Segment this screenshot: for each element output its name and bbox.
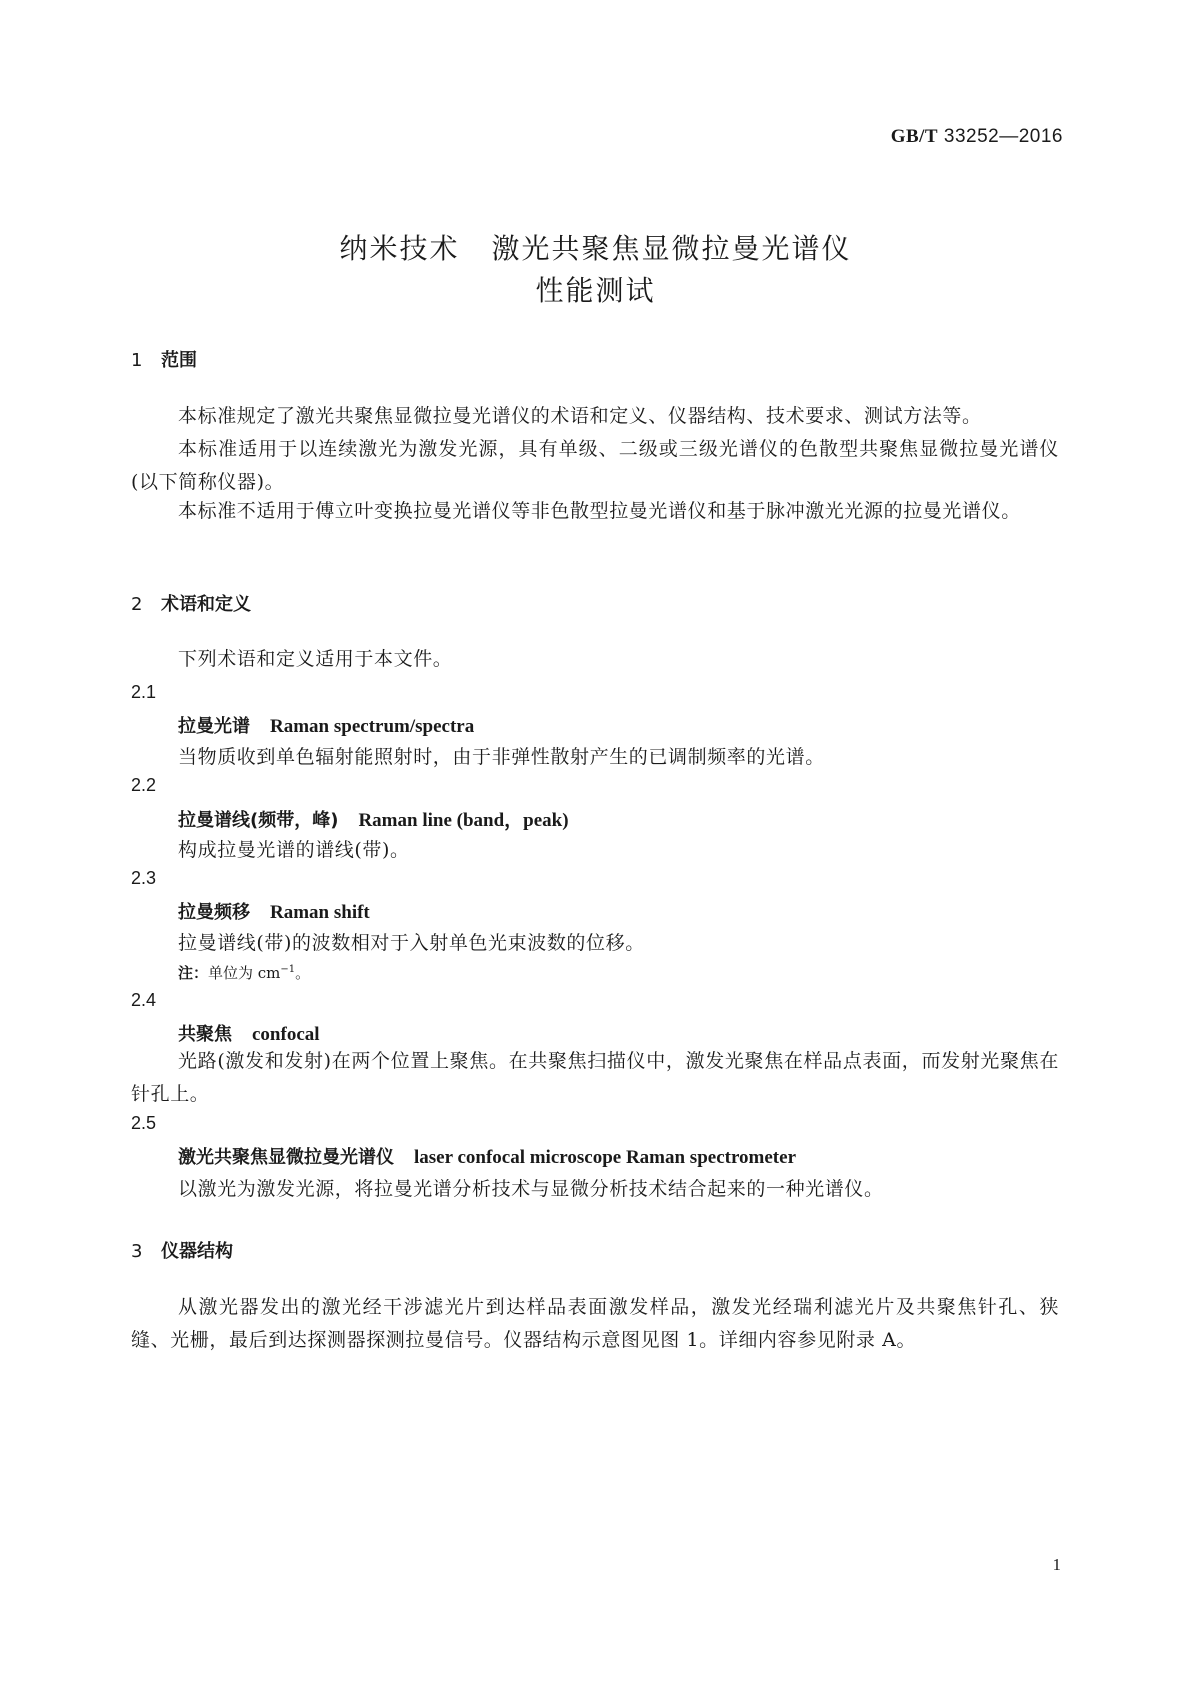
term-en: Raman spectrum/spectra bbox=[270, 716, 475, 737]
term-en: laser confocal microscope Raman spectrometer bbox=[414, 1147, 797, 1168]
clause-number: 2.1 bbox=[131, 682, 157, 702]
term-heading bbox=[178, 1020, 320, 1046]
section-2-title: 术语和定义 bbox=[161, 594, 251, 615]
standard-code bbox=[891, 126, 1063, 148]
term-zh: 拉曼谱线(频带，峰) bbox=[178, 810, 339, 831]
term-zh: 激光共聚焦显微拉曼光谱仪 bbox=[178, 1147, 394, 1168]
term-note bbox=[178, 962, 310, 983]
section-2-intro: 下列术语和定义适用于本文件。 bbox=[178, 648, 453, 670]
term-zh: 拉曼光谱 bbox=[178, 716, 250, 737]
term-heading bbox=[178, 1143, 796, 1169]
page-number: 1 bbox=[1052, 1555, 1061, 1574]
term-definition: 拉曼谱线(带)的波数相对于入射单色光束波数的位移。 bbox=[178, 932, 645, 954]
section-1-number: 1 bbox=[131, 350, 143, 371]
section-1-heading bbox=[131, 346, 197, 372]
note-label: 注： bbox=[178, 964, 209, 982]
clause-number: 2.4 bbox=[131, 990, 157, 1010]
section-1-title: 范围 bbox=[161, 350, 197, 371]
term-en: Raman line (band，peak) bbox=[358, 810, 569, 831]
clause-number: 2.3 bbox=[131, 868, 157, 888]
term-zh: 共聚焦 bbox=[178, 1024, 232, 1045]
section-2-number: 2 bbox=[131, 594, 143, 615]
term-heading bbox=[178, 712, 474, 738]
clause-number: 2.2 bbox=[131, 775, 157, 795]
section-1-paragraph-1: 本标准规定了激光共聚焦显微拉曼光谱仪的术语和定义、仪器结构、技术要求、测试方法等。 bbox=[178, 405, 982, 427]
note-superscript: −1 bbox=[280, 964, 296, 975]
section-1-paragraph-2: 本标准适用于以连续激光为激发光源，具有单级、二级或三级光谱仪的色散型共聚焦显微拉曼光谱仪(以下简称仪器)。 bbox=[131, 438, 1059, 493]
term-definition: 光路(激发和发射)在两个位置上聚焦。在共聚焦扫描仪中，激发光聚焦在样品点表面，而发射光聚焦在针孔上。 bbox=[131, 1050, 1059, 1105]
term-definition: 构成拉曼光谱的谱线(带)。 bbox=[178, 839, 410, 861]
section-3-heading bbox=[131, 1237, 233, 1263]
term-en: confocal bbox=[252, 1024, 320, 1045]
title-line-2: 性能测试 bbox=[535, 274, 656, 307]
title-part-1: 纳米技术 bbox=[339, 232, 460, 265]
term-zh: 拉曼频移 bbox=[178, 902, 250, 923]
section-2-heading bbox=[131, 590, 251, 616]
document-title bbox=[0, 228, 1191, 312]
standard-number: 33252—2016 bbox=[943, 126, 1063, 147]
term-definition: 以激光为激发光源，将拉曼光谱分析技术与显微分析技术结合起来的一种光谱仪。 bbox=[178, 1178, 884, 1200]
section-3-title: 仪器结构 bbox=[161, 1241, 233, 1262]
section-3-paragraph: 从激光器发出的激光经干涉滤光片到达样品表面激发样品，激发光经瑞利滤光片及共聚焦针孔、狭缝、光栅，最后到达探测器探测拉曼信号。仪器结构示意图见图 1。详细内容参见附录 A。 bbox=[131, 1296, 1059, 1351]
term-definition: 当物质收到单色辐射能照射时，由于非弹性散射产生的已调制频率的光谱。 bbox=[178, 746, 825, 768]
term-heading bbox=[178, 805, 569, 832]
term-heading bbox=[178, 898, 370, 924]
standard-prefix: GB/T bbox=[890, 126, 939, 147]
note-text: 单位为 cm bbox=[208, 964, 281, 982]
note-end: 。 bbox=[295, 964, 311, 982]
section-1-paragraph-3: 本标准不适用于傅立叶变换拉曼光谱仪等非色散型拉曼光谱仪和基于脉冲激光光源的拉曼光谱仪。 bbox=[178, 500, 1021, 522]
clause-number: 2.5 bbox=[131, 1113, 157, 1133]
term-en: Raman shift bbox=[270, 902, 370, 923]
section-3-number: 3 bbox=[131, 1241, 143, 1262]
title-part-2: 激光共聚焦显微拉曼光谱仪 bbox=[491, 232, 852, 265]
